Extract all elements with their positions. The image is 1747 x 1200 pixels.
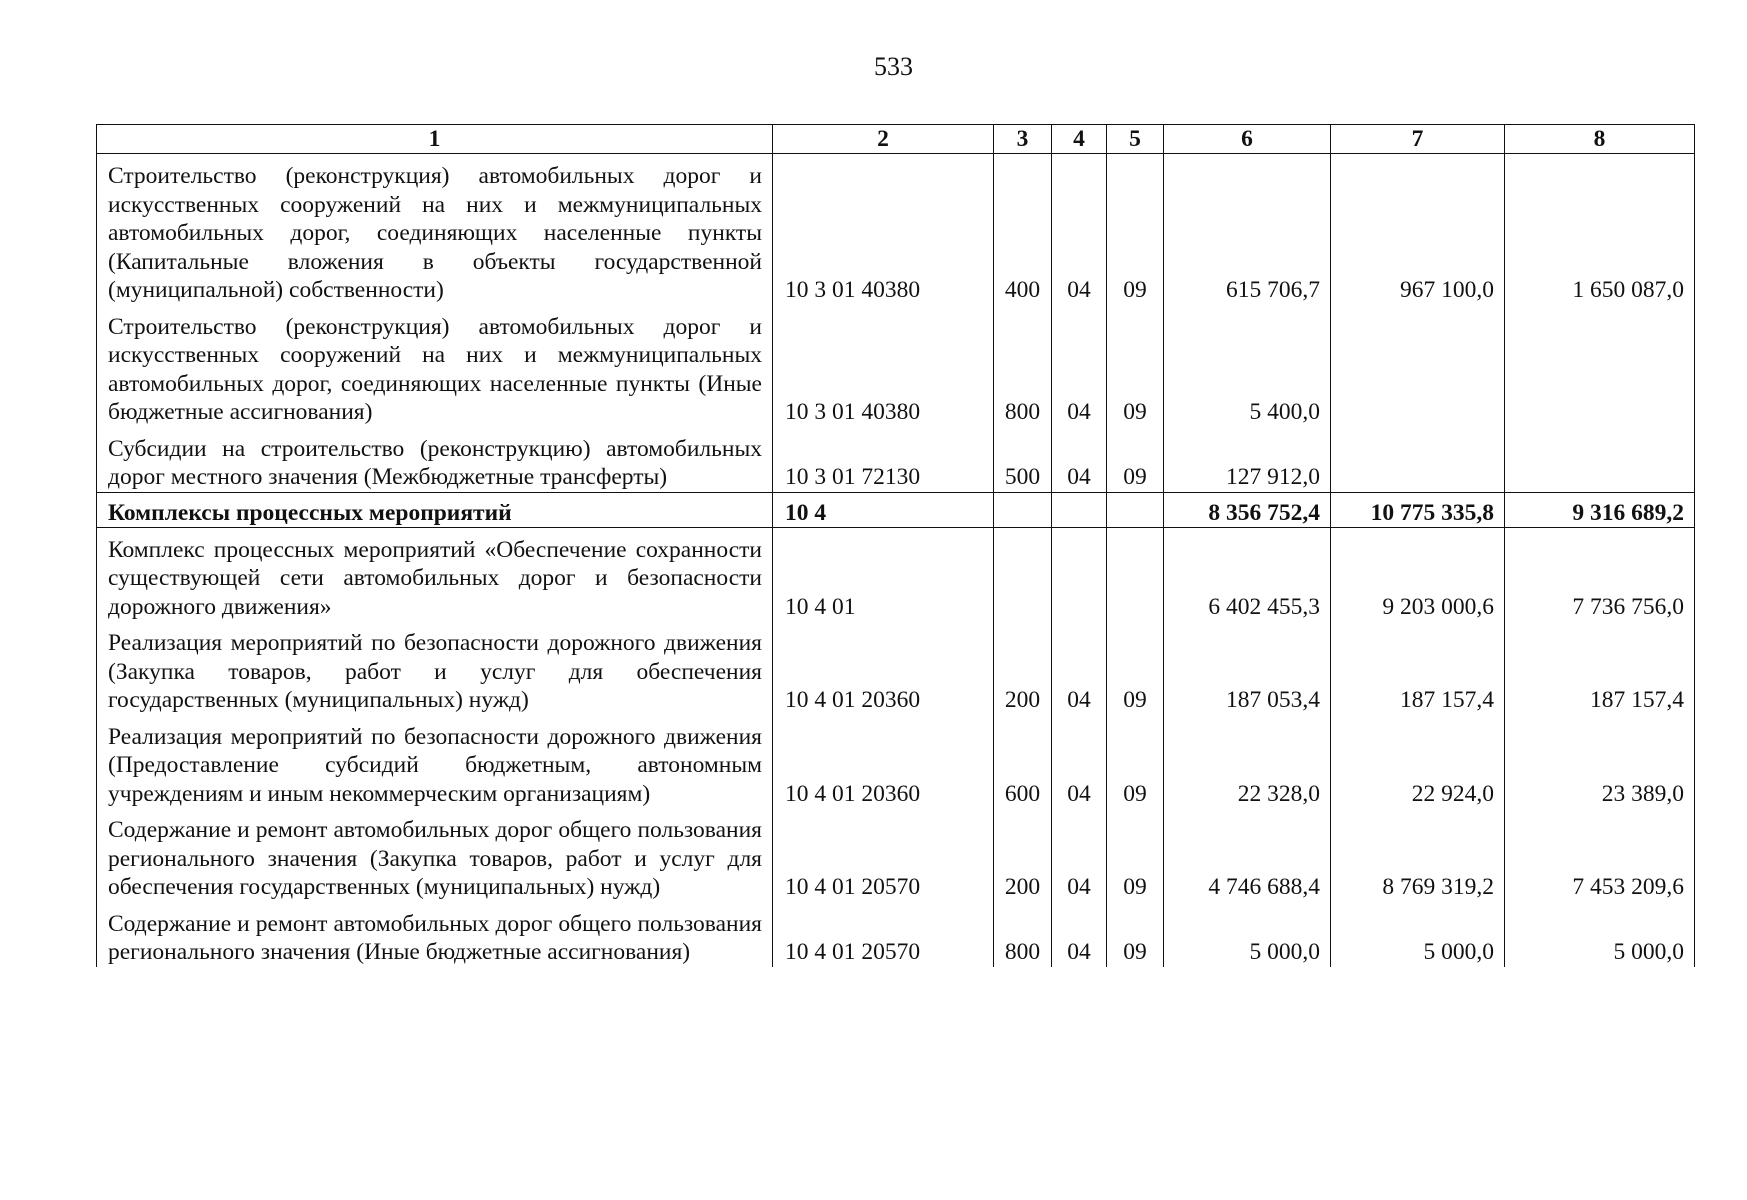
page-number: 533 <box>874 52 913 81</box>
row-amount-year1: 8 356 752,4 <box>1164 492 1331 527</box>
row-amount-year2: 22 924,0 <box>1331 715 1505 809</box>
row-amount-year3: 7 453 209,6 <box>1505 808 1695 902</box>
row-vr: 200 <box>994 621 1052 715</box>
row-vr: 400 <box>994 154 1052 305</box>
row-code: 10 3 01 40380 <box>773 305 994 427</box>
row-pr <box>1107 527 1164 621</box>
row-code: 10 4 01 20360 <box>773 715 994 809</box>
table-row <box>97 527 1695 621</box>
column-header: 3 <box>994 125 1052 154</box>
row-code: 10 4 01 20570 <box>773 902 994 967</box>
row-amount-year2: 187 157,4 <box>1331 621 1505 715</box>
row-vr <box>994 527 1052 621</box>
row-name: Строительство (реконструкция) автомобильных дорог и искусственных сооружений на них и межмуниципальных автомобильных дорог, соединяющих населенные пункты (Капитальные вложения в объекты государственной (муниципальной) собственности) <box>97 154 773 305</box>
row-amount-year3: 23 389,0 <box>1505 715 1695 809</box>
row-amount-year3: 187 157,4 <box>1505 621 1695 715</box>
table-row <box>97 808 1695 902</box>
row-name: Субсидии на строительство (реконструкцию) автомобильных дорог местного значения (Межбюджетные трансферты) <box>97 427 773 493</box>
row-code: 10 4 01 20360 <box>773 621 994 715</box>
row-pr: 09 <box>1107 902 1164 967</box>
row-vr: 200 <box>994 808 1052 902</box>
row-rz: 04 <box>1052 621 1107 715</box>
column-header: 1 <box>97 125 773 154</box>
table-row <box>97 621 1695 715</box>
row-name: Содержание и ремонт автомобильных дорог общего пользования регионального значения (Иные бюджетные ассигнования) <box>97 902 773 967</box>
budget-table <box>96 124 1695 967</box>
row-amount-year1: 22 328,0 <box>1164 715 1331 809</box>
row-amount-year3 <box>1505 427 1695 493</box>
row-amount-year3: 1 650 087,0 <box>1505 154 1695 305</box>
row-code: 10 4 <box>773 492 994 527</box>
table-row <box>97 305 1695 427</box>
row-amount-year2: 9 203 000,6 <box>1331 527 1505 621</box>
row-vr <box>994 492 1052 527</box>
row-rz: 04 <box>1052 715 1107 809</box>
row-name: Комплексы процессных мероприятий <box>97 492 773 527</box>
row-pr <box>1107 492 1164 527</box>
row-pr: 09 <box>1107 808 1164 902</box>
row-name: Строительство (реконструкция) автомобильных дорог и искусственных сооружений на них и межмуниципальных автомобильных дорог, соединяющих населенные пункты (Иные бюджетные ассигнования) <box>97 305 773 427</box>
row-amount-year1: 4 746 688,4 <box>1164 808 1331 902</box>
row-name: Реализация мероприятий по безопасности дорожного движения (Закупка товаров, работ и услуг для обеспечения государственных (муниципальных) нужд) <box>97 621 773 715</box>
column-header: 4 <box>1052 125 1107 154</box>
row-pr: 09 <box>1107 715 1164 809</box>
row-rz: 04 <box>1052 427 1107 493</box>
table-row <box>97 154 1695 305</box>
column-header: 8 <box>1505 125 1695 154</box>
row-amount-year3: 9 316 689,2 <box>1505 492 1695 527</box>
column-header: 2 <box>773 125 994 154</box>
section-row <box>97 492 1695 527</box>
row-code: 10 3 01 40380 <box>773 154 994 305</box>
row-rz: 04 <box>1052 808 1107 902</box>
row-amount-year1: 187 053,4 <box>1164 621 1331 715</box>
row-amount-year3 <box>1505 305 1695 427</box>
row-vr: 800 <box>994 902 1052 967</box>
row-amount-year3: 5 000,0 <box>1505 902 1695 967</box>
row-amount-year1: 5 000,0 <box>1164 902 1331 967</box>
row-code: 10 4 01 20570 <box>773 808 994 902</box>
row-code: 10 4 01 <box>773 527 994 621</box>
row-rz: 04 <box>1052 902 1107 967</box>
column-header: 5 <box>1107 125 1164 154</box>
row-vr: 800 <box>994 305 1052 427</box>
row-amount-year2: 8 769 319,2 <box>1331 808 1505 902</box>
row-rz: 04 <box>1052 305 1107 427</box>
table-row <box>97 902 1695 967</box>
row-amount-year2: 5 000,0 <box>1331 902 1505 967</box>
row-pr: 09 <box>1107 305 1164 427</box>
row-amount-year1: 127 912,0 <box>1164 427 1331 493</box>
row-rz <box>1052 492 1107 527</box>
row-pr: 09 <box>1107 154 1164 305</box>
row-amount-year1: 615 706,7 <box>1164 154 1331 305</box>
row-amount-year3: 7 736 756,0 <box>1505 527 1695 621</box>
row-pr: 09 <box>1107 621 1164 715</box>
row-amount-year1: 5 400,0 <box>1164 305 1331 427</box>
row-name: Реализация мероприятий по безопасности дорожного движения (Предоставление субсидий бюджетным, автономным учреждениям и иным некоммерческим организациям) <box>97 715 773 809</box>
row-amount-year2: 10 775 335,8 <box>1331 492 1505 527</box>
row-name: Содержание и ремонт автомобильных дорог общего пользования регионального значения (Закупка товаров, работ и услуг для обеспечения государственных (муниципальных) нужд) <box>97 808 773 902</box>
column-header: 7 <box>1331 125 1505 154</box>
row-amount-year2: 967 100,0 <box>1331 154 1505 305</box>
row-amount-year2 <box>1331 427 1505 493</box>
table-row <box>97 715 1695 809</box>
row-rz: 04 <box>1052 154 1107 305</box>
row-rz <box>1052 527 1107 621</box>
column-number-header <box>97 125 1695 154</box>
table-row <box>97 427 1695 493</box>
row-vr: 600 <box>994 715 1052 809</box>
row-code: 10 3 01 72130 <box>773 427 994 493</box>
row-amount-year1: 6 402 455,3 <box>1164 527 1331 621</box>
row-amount-year2 <box>1331 305 1505 427</box>
row-pr: 09 <box>1107 427 1164 493</box>
column-header: 6 <box>1164 125 1331 154</box>
row-vr: 500 <box>994 427 1052 493</box>
row-name: Комплекс процессных мероприятий «Обеспечение сохранности существующей сети автомобильных дорог и безопасности дорожного движения» <box>97 527 773 621</box>
